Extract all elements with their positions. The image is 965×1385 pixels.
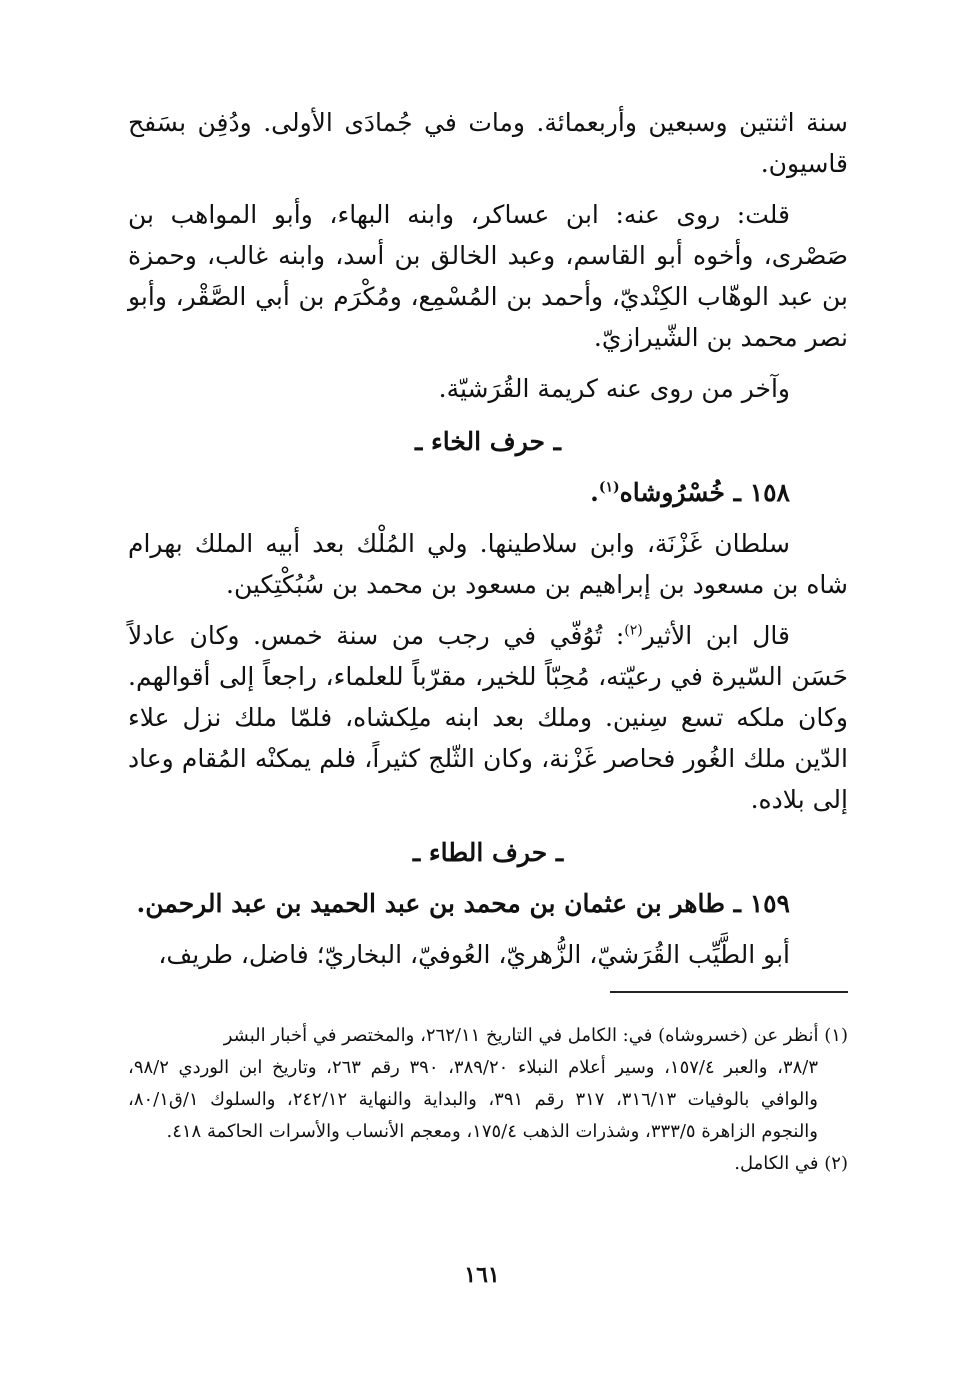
footnote-2	[128, 1148, 848, 1180]
ibn-athir-intro: قال ابن الأثير	[642, 621, 790, 650]
paragraph-continuation: سنة اثنتين وسبعين وأربعمائة. ومات في جُمادَى الأولى. ودُفِن بسَفح قاسيون.	[128, 108, 848, 178]
ibn-athir-quote: : تُوُفّي في رجب من سنة خمس. وكان عادلاً حَسَن السّيرة في رعيّته، مُحِبّاً للخير، مقرّباً للعلماء، راجعاً إلى أقوالهم. وكان ملكه تسع سِنين. وملك بعد ابنه ملِكشاه، فلمّا ملك نزل علاء الدّين ملك الغُور فحاصر غَزْنة، وكان الثّلج كثيراً، فلم يمكنْه المُقام وعاد إلى بلاده.	[128, 621, 848, 814]
entry-158-period: .	[590, 478, 599, 507]
paragraph-last-narrator: وآخر من روى عنه كريمة القُرَشيّة.	[438, 374, 790, 403]
section-heading-taa: ـ حرف الطاء ـ	[412, 838, 564, 867]
entry-158-title: ١٥٨ ـ خُسْرُوشاه	[619, 478, 790, 507]
footnotes-section	[128, 1020, 848, 1180]
footnote-1-marker: (١)	[824, 1025, 848, 1046]
footnote-2-text: في الكامل.	[734, 1153, 819, 1174]
footnote-1-text: أنظر عن (خسروشاه) في: الكامل في التاريخ ٢٦٢/١١، والمختصر في أخبار البشر	[223, 1025, 819, 1046]
page-number: ١٦١	[464, 1262, 500, 1288]
footnote-divider	[610, 991, 848, 993]
entry-heading-159: ١٥٩ ـ طاهر بن عثمان بن محمد بن عبد الحميد بن عبد الرحمن.	[136, 889, 790, 918]
section-heading-khaa: ـ حرف الخاء ـ	[415, 427, 561, 456]
paragraph-sultan: سلطان غَزْنَة، وابن سلاطينها. ولي المُلْك بعد أبيه الملك بهرام شاه بن مسعود بن إبراهيم بن مسعود بن محمد بن سُبُكْتِكين.	[128, 529, 848, 599]
footnote-ref-2: (٢)	[624, 622, 643, 639]
paragraph-abu-tayyib: أبو الطَّيِّب القُرَشيّ، الزُّهريّ، العُوفيّ، البخاريّ؛ فاضل، طريف،	[158, 940, 790, 969]
footnote-1	[128, 1020, 848, 1052]
paragraph-narrators: قلت: روى عنه: ابن عساكر، وابنه البهاء، وأبو المواهب بن صَصْرى، وأخوه أبو القاسم، وعبد الخالق بن أسد، وابنه غالب، وحمزة بن عبد الوهّاب الكِنْديّ، وأحمد بن المُسْمِع، ومُكْرَم بن أبي الصَّقْر، وأبو نصر محمد بن الشّيرازيّ.	[128, 200, 848, 352]
footnote-2-marker: (٢)	[824, 1153, 848, 1174]
paragraph-ibn-athir	[128, 615, 848, 820]
footnote-1-continuation: ٣٨/٣، والعبر ١٥٧/٤، وسير أعلام النبلاء ٣٨٩/٢٠، ٣٩٠ رقم ٢٦٣، وتاريخ ابن الوردي ٩٨/٢، والوافي بالوفيات ٣١٦/١٣، ٣١٧ رقم ٣٩١، والبداية والنهاية ٢٤٢/١٢، والسلوك ١/ق٨٠/١، والنجوم الزاهرة ٣٣٣/٥، وشذرات الذهب ١٧٥/٤، ومعجم الأنساب والأسرات الحاكمة ٤١٨.	[128, 1057, 818, 1142]
footnote-ref-1: (١)	[598, 479, 620, 496]
main-text	[128, 102, 848, 975]
entry-heading-158	[128, 472, 848, 513]
